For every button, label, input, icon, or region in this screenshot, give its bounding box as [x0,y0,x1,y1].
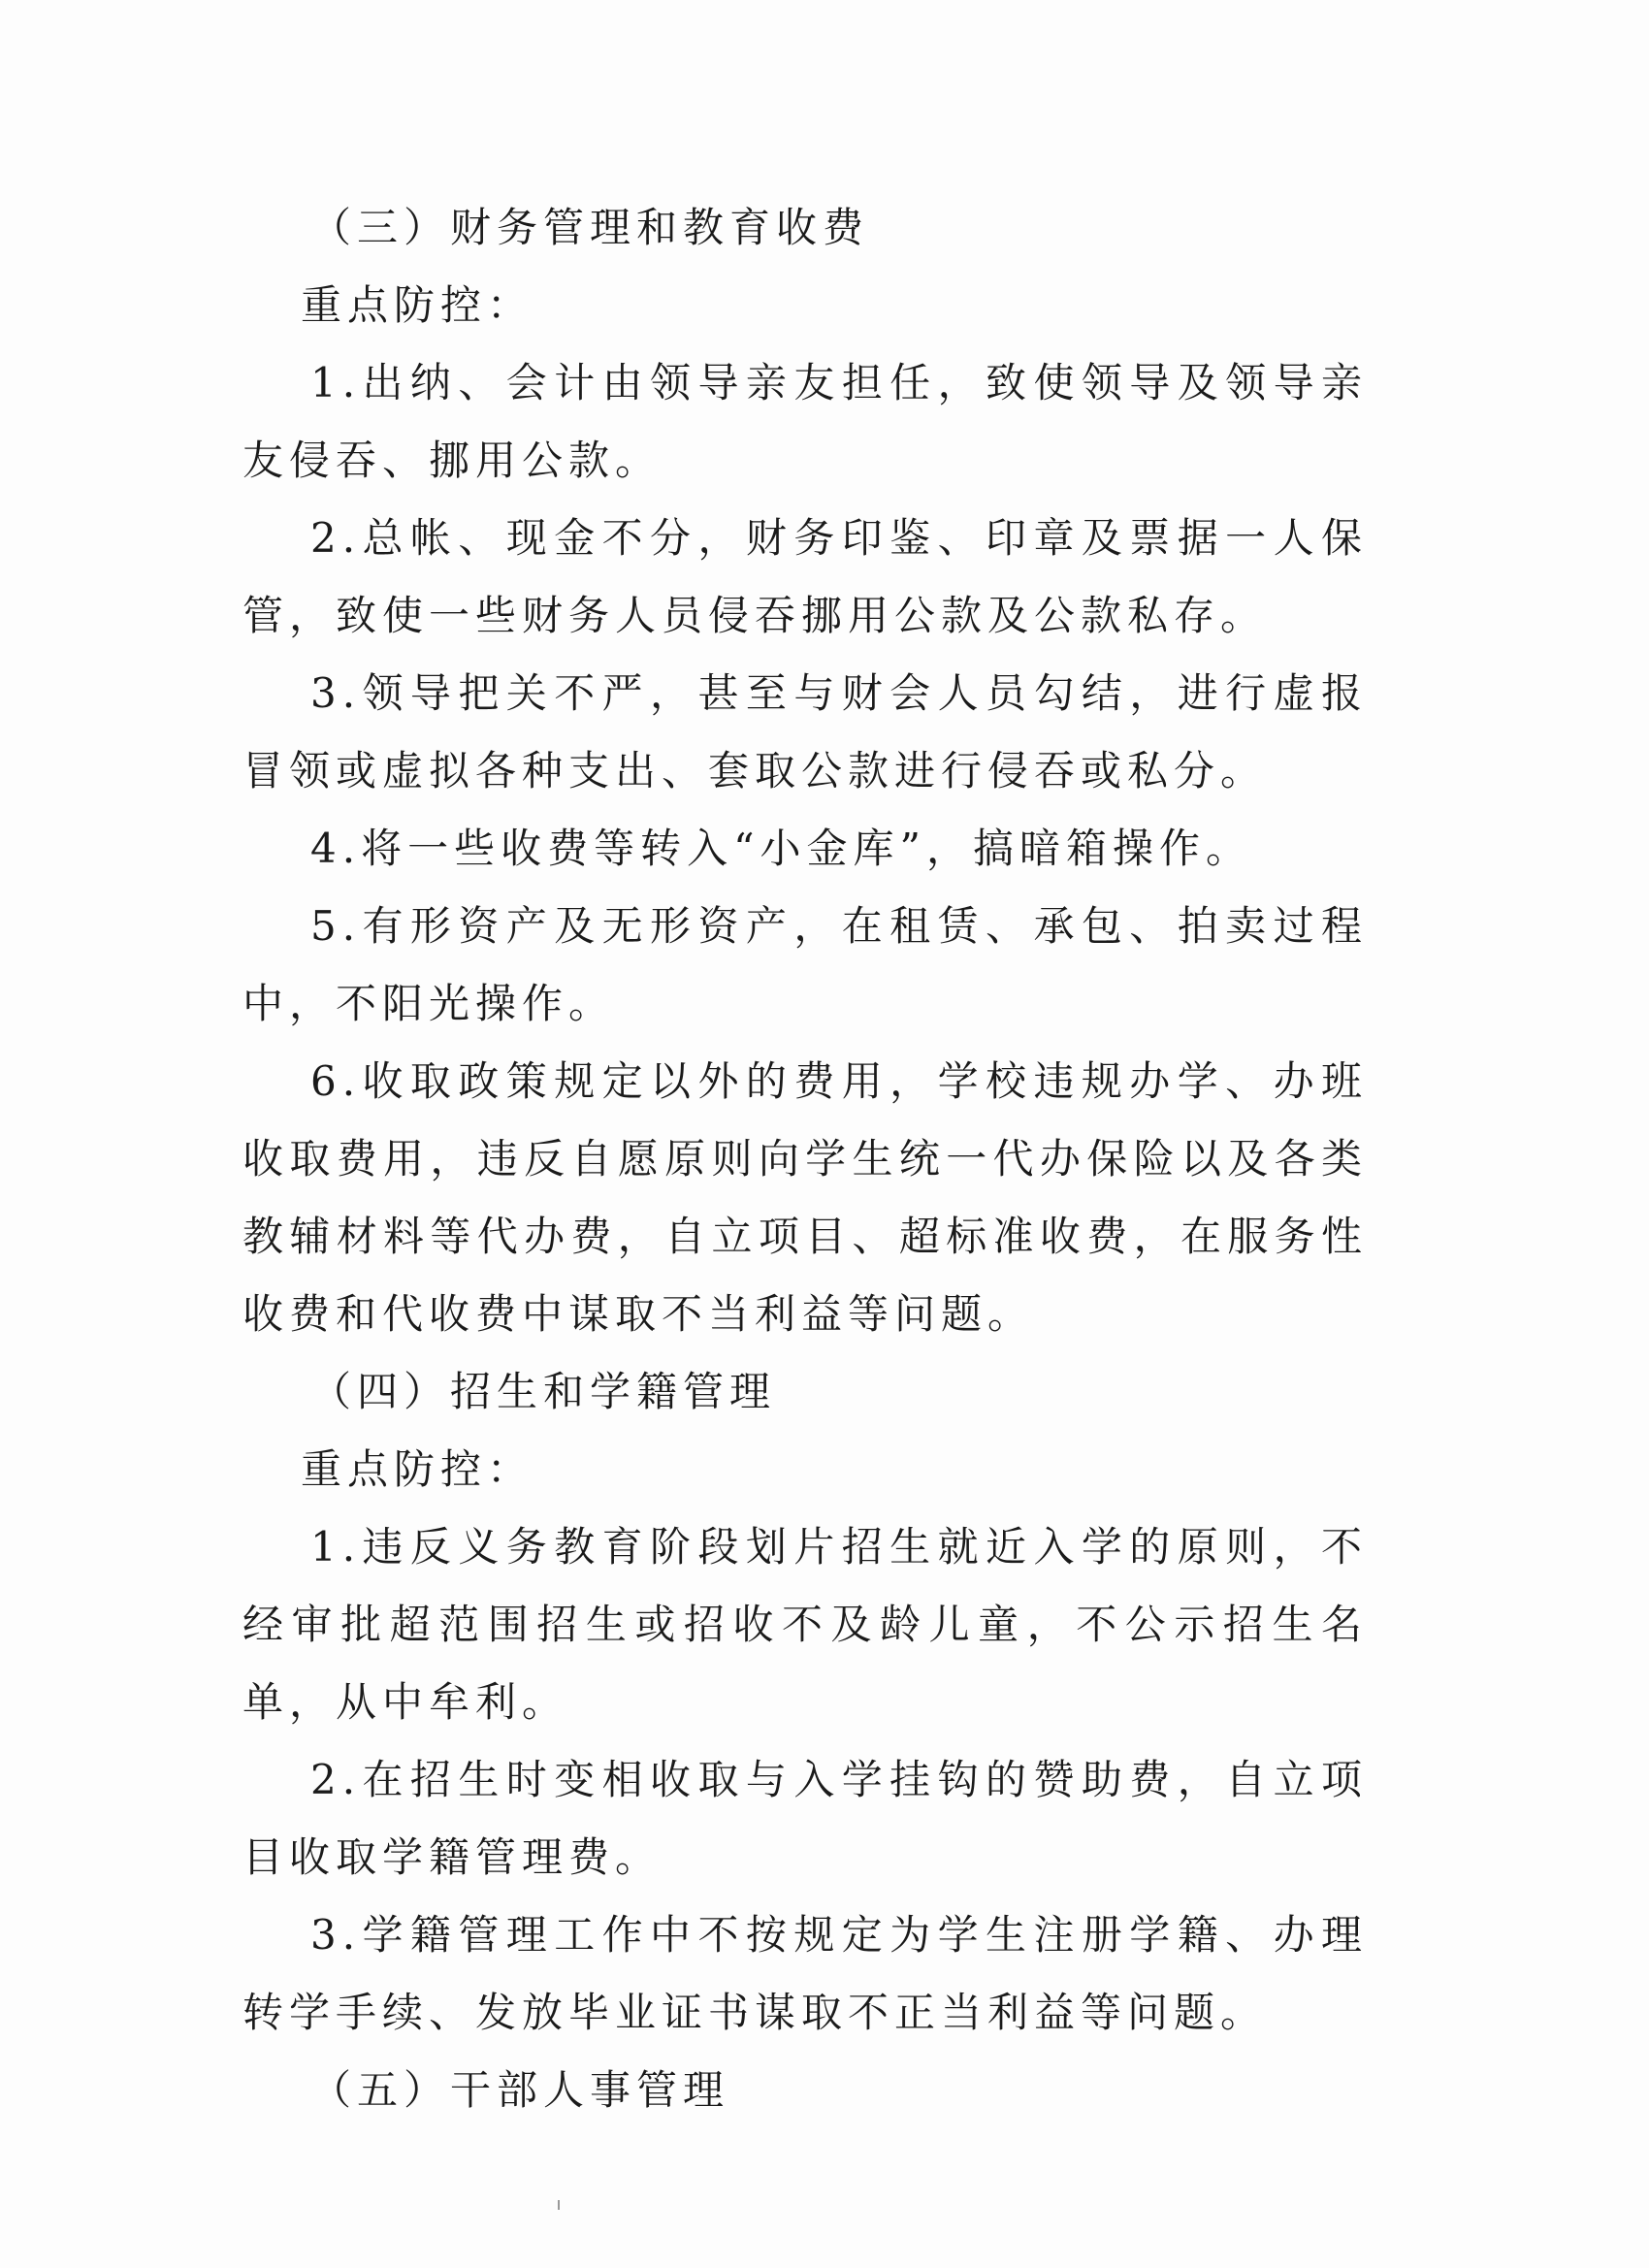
list-item: 3.领导把关不严，甚至与财会人员勾结，进行虚报冒领或虚拟各种支出、套取公款进行侵吞或私分。 [242,669,1368,794]
key-control-label: 重点防控： [301,1445,534,1493]
section-heading: （五）干部人事管理 [310,2066,730,2114]
list-item: 6.收取政策规定以外的费用，学校违规办学、办班收取费用，违反自愿原则向学生统一代办保险以及各类教辅材料等代办费，自立项目、超标准收费，在服务性收费和代收费中谋取不当利益等问题。 [242,1057,1368,1338]
list-item: 3.学籍管理工作中不按规定为学生注册学籍、办理转学手续、发放毕业证书谋取不正当利益等问题。 [242,1911,1368,2036]
key-control-label: 重点防控： [301,281,534,329]
list-item: 5.有形资产及无形资产，在租赁、承包、拍卖过程中，不阳光操作。 [242,902,1368,1027]
document-body [242,189,1368,2129]
section-personnel [242,2052,1368,2129]
list-item: 4.将一些收费等转入“小金库”，搞暗箱操作。 [310,825,1253,872]
scan-mark [558,2200,560,2210]
section-enrollment [242,1353,1368,2052]
section-finance [242,189,1368,1353]
section-heading: （四）招生和学籍管理 [310,1368,777,1415]
list-item: 2.总帐、现金不分，财务印鉴、印章及票据一人保管，致使一些财务人员侵吞挪用公款及公款私存。 [242,514,1368,639]
list-item: 2.在招生时变相收取与入学挂钩的赞助费，自立项目收取学籍管理费。 [242,1756,1368,1881]
section-heading: （三）财务管理和教育收费 [310,204,870,251]
list-item: 1.出纳、会计由领导亲友担任，致使领导及领导亲友侵吞、挪用公款。 [242,359,1368,484]
list-item: 1.违反义务教育阶段划片招生就近入学的原则，不经审批超范围招生或招收不及龄儿童，不公示招生名单，从中牟利。 [242,1523,1368,1726]
